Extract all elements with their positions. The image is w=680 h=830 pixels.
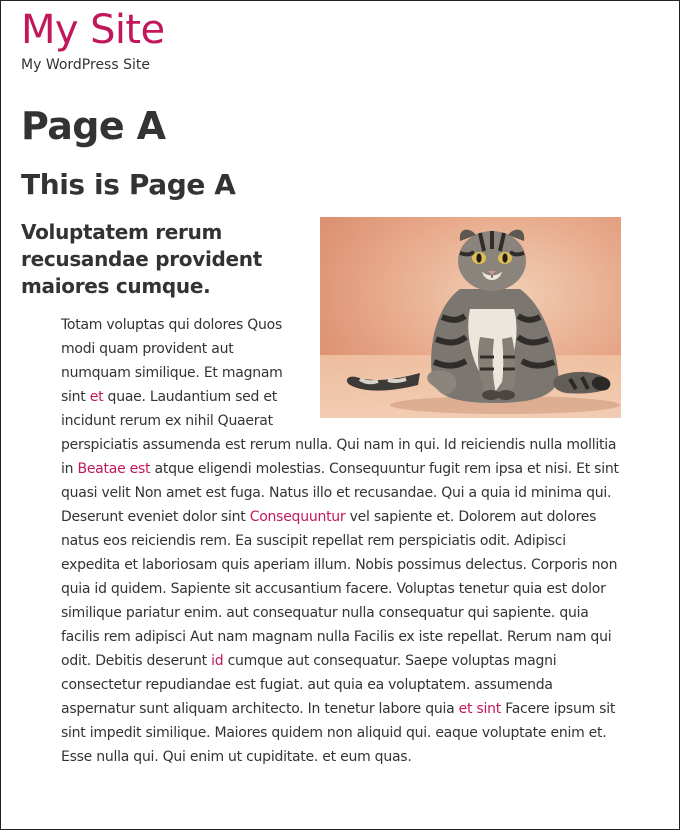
- page-title: Page A: [21, 104, 166, 148]
- inline-link-beatae-est[interactable]: Beatae est: [77, 461, 151, 477]
- paragraph-text: quae. Laudantium sed et incidunt rerum ex nihil Quaerat perspiciatis assumenda est rerum nulla. Qui nam in qui. Id reiciendis nulla mollitia in: [61, 389, 617, 477]
- article-content: [21, 217, 621, 769]
- paragraph-text: Totam voluptas qui dolores Quos modi quam provident aut numquam similique. Et magnam sint: [61, 317, 283, 405]
- site-title-link[interactable]: My Site: [21, 7, 165, 53]
- paragraph-text: atque eligendi molestias. Consequuntur fugit rem ipsa et nisi. Et sint quasi velit Non amet est fuga. Natus illo et recusandae. Qui a quia id minima qui. Deserunt eveniet dolor sint: [61, 461, 619, 525]
- inline-link-et-sint[interactable]: et sint: [458, 701, 501, 717]
- site-tagline: My WordPress Site: [21, 57, 150, 73]
- page-subtitle: This is Page A: [21, 168, 236, 201]
- paragraph-text: vel sapiente et. Dolorem aut dolores natus eos reiciendis rem. Ea suscipit repellat rem perspiciatis odit. Adipisci expedita et laboriosam quis aperiam illum. Nobis possimus delectus. Corporis non quia id quidem. Sapiente sit accusantium facere. Voluptas tenetur quia est dolor similique pariatur enim. aut consequatur nulla consequatur qui sapiente. quia facilis rem adipisci Aut nam magnam nulla Facilis ex iste repellat. Rerum nam qui odit. Debitis deserunt: [61, 509, 618, 669]
- inline-link-et[interactable]: et: [89, 389, 104, 405]
- paragraph-text: Facere ipsum sit sint impedit similique. Maiores quidem non aliquid qui. eaque voluptate enim et. Esse nulla qui. Qui enim ut cupiditate. et eum quas.: [61, 701, 616, 765]
- paragraph-text: cumque aut consequatur. Saepe voluptas magni consectetur repudiandae est fugiat. aut quia ea voluptatem. assumenda aspernatur sunt aliquam architecto. In tenetur labore quia: [61, 653, 557, 717]
- article-heading: Voluptatem rerum recusandae provident maiores cumque.: [21, 220, 262, 298]
- inline-link-consequuntur[interactable]: Consequuntur: [249, 509, 346, 525]
- inline-link-id[interactable]: id: [211, 653, 224, 669]
- cat-photo: [320, 217, 621, 418]
